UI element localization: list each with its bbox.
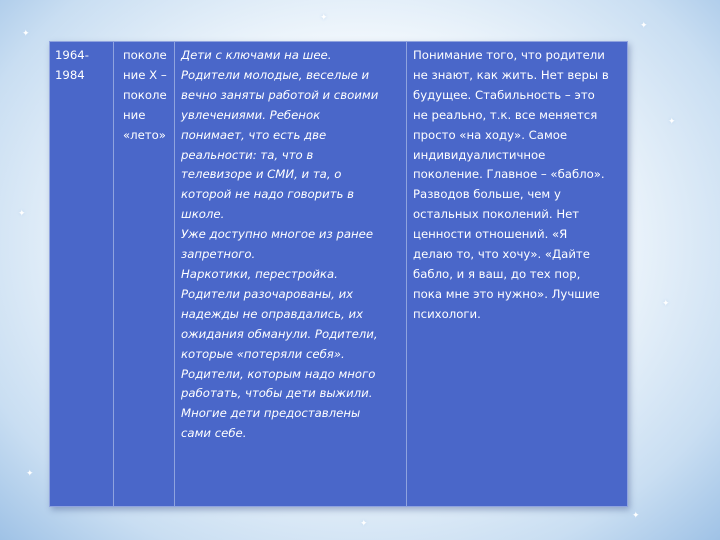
parents-line: Дети с ключами на шее. [181, 48, 332, 62]
generation-traits-cell [407, 42, 628, 507]
traits-line: не реально, т.к. все меняется [413, 107, 598, 122]
parents-line: увлечениями. Ребенок [181, 107, 321, 122]
sparkle-star-icon: ✦ [668, 117, 676, 127]
parents-line: Родители, которым надо много [181, 366, 376, 381]
traits-line: не знают, как жить. Нет веры в [413, 67, 609, 82]
parents-line: которой не надо говорить в [181, 187, 354, 202]
generation-name-line: поколе [123, 48, 167, 62]
parents-line: работать, чтобы дети выжили. [181, 386, 373, 401]
table-row [50, 42, 628, 507]
traits-line: индивидуалистичное [413, 147, 546, 162]
traits-line: Понимание того, что родители [413, 48, 605, 62]
parents-line: Уже доступно многое из ранее [181, 227, 374, 242]
traits-line: будущее. Стабильность – это [413, 87, 595, 102]
parents-line: Многие дети предоставлены [181, 406, 361, 421]
generation-table [49, 41, 628, 507]
parents-line: вечно заняты работой и своими [181, 87, 379, 102]
generation-name-line: поколе [123, 87, 167, 102]
sparkle-star-icon: ✦ [632, 511, 640, 521]
parents-line: которые «потеряли себя». [181, 346, 345, 361]
years-cell [50, 42, 114, 507]
parents-line: школе. [181, 207, 225, 222]
parents-line: Родители молодые, веселые и [181, 67, 370, 82]
sparkle-star-icon: ✦ [18, 209, 26, 219]
parents-line: Наркотики, перестройка. [181, 266, 338, 281]
parents-line: ожидания обманули. Родители, [181, 326, 378, 341]
traits-line: делаю то, что хочу». «Дайте [413, 247, 590, 262]
sparkle-star-icon: ✦ [662, 299, 670, 309]
parents-line: надежды не оправдались, их [181, 306, 364, 321]
parents-line: реальности: та, что в [181, 147, 314, 162]
traits-line: психологи. [413, 306, 481, 321]
generation-name-cell [114, 42, 175, 507]
parents-line: запретного. [181, 247, 256, 262]
traits-line: ценности отношений. «Я [413, 227, 568, 242]
sparkle-star-icon: ✦ [22, 29, 30, 39]
years-line: 1984 [55, 67, 85, 82]
parents-line: понимает, что есть две [181, 127, 327, 142]
traits-line: поколение. Главное – «бабло». [413, 167, 605, 182]
years-line: 1964- [55, 48, 89, 62]
generation-name-line: ние Х – [123, 67, 167, 82]
traits-line: Разводов больше, чем у [413, 187, 561, 202]
generation-name-line: ние [123, 107, 146, 122]
parents-line: Родители разочарованы, их [181, 286, 354, 301]
parents-childhood-cell [175, 42, 407, 507]
traits-line: просто «на ходу». Самое [413, 127, 568, 142]
traits-line: остальных поколений. Нет [413, 207, 580, 222]
traits-line: бабло, и я ваш, до тех пор, [413, 266, 581, 281]
parents-line: телевизоре и СМИ, и та, о [181, 167, 342, 182]
sparkle-star-icon: ✦ [26, 469, 34, 479]
generation-name-line: «лето» [123, 127, 166, 142]
sparkle-star-icon: ✦ [360, 519, 368, 529]
sparkle-star-icon: ✦ [320, 13, 328, 23]
sparkle-star-icon: ✦ [640, 21, 648, 31]
traits-line: пока мне это нужно». Лучшие [413, 286, 600, 301]
parents-line: сами себе. [181, 426, 247, 441]
